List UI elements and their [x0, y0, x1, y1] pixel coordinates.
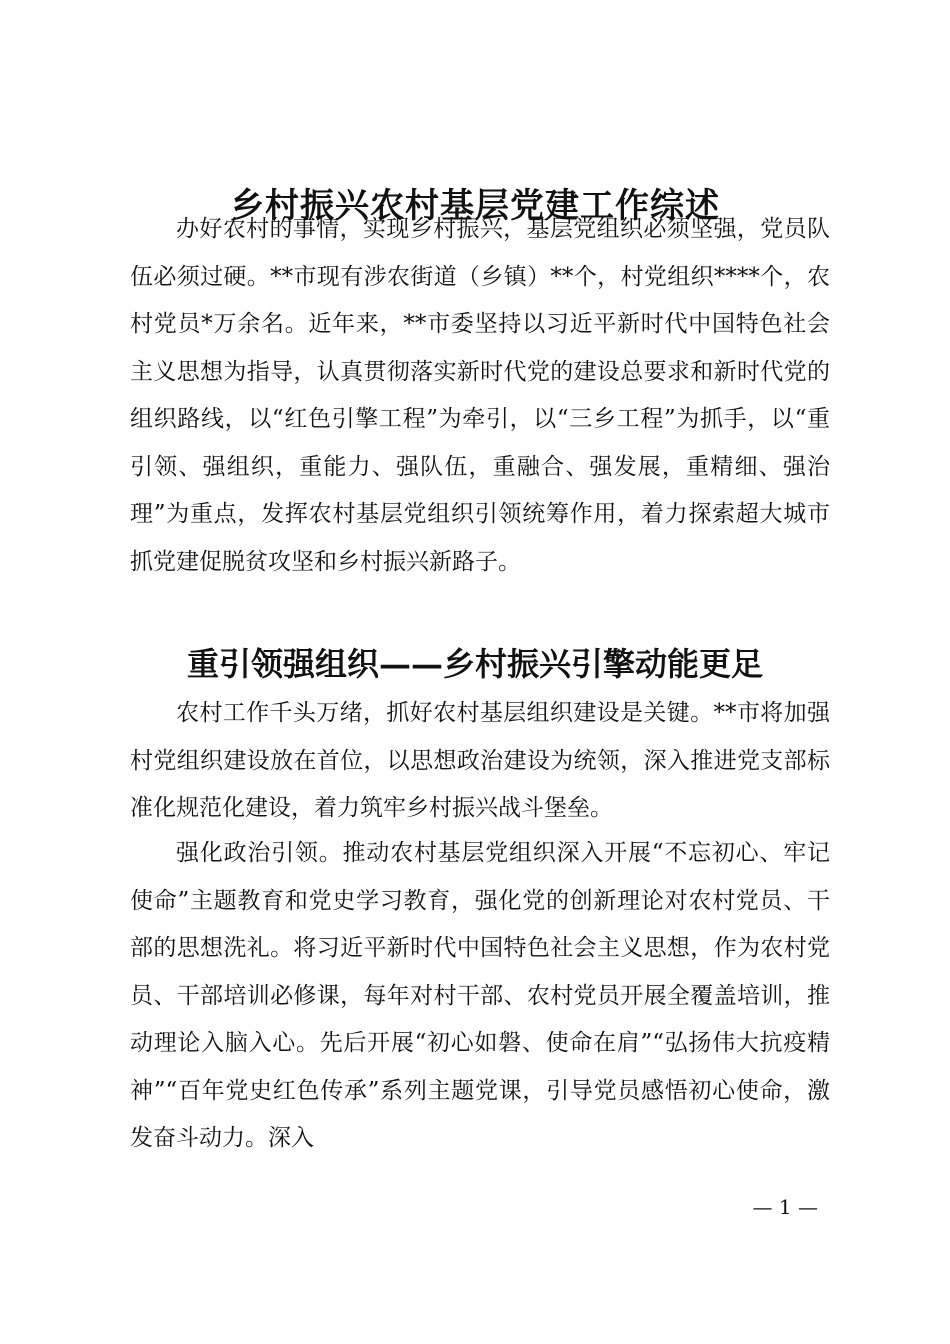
intro-paragraph: 办好农村的事情，实现乡村振兴，基层党组织必须坚强，党员队伍必须过硬。**市现有涉农街道（乡镇）**个，村党组织****个，农村党员*万余名。近年来，**市委坚持以习近平新时代中国特色社会主义思想为指导，认真贯彻落实新时代党的建设总要求和新时代党的组织路线，以“红色引擎工程”为牵引，以“三乡工程”为抓手，以“重引领、强组织，重能力、强队伍，重融合、强发展，重精细、强治理”为重点，发挥农村基层党组织引领统筹作用，着力探索超大城市抓党建促脱贫攻坚和乡村振兴新路子。 — [130, 216, 830, 575]
document-title: 乡村振兴农村基层党建工作综述 — [230, 186, 720, 226]
section-paragraph-1: 农村工作千头万绪，抓好农村基层组织建设是关键。**市将加强村党组织建设放在首位，以思想政治建设为统领，深入推进党支部标准化规范化建设，着力筑牢乡村振兴战斗堡垒。 — [130, 700, 830, 821]
section-paragraph-2: 强化政治引领。推动农村基层党组织深入开展“不忘初心、牢记使命”主题教育和党史学习教育，强化党的创新理论对农村党员、干部的思想洗礼。将习近平新时代中国特色社会主义思想，作为农村党员、干部培训必修课，每年对村干部、农村党员开展全覆盖培训，推动理论入脑入心。先后开展“初心如磐、使命在肩”“弘扬伟大抗疫精神”“百年党史红色传承”系列主题党课，引导党员感悟初心使命，激发奋斗动力。深入 — [130, 840, 830, 1151]
page-number: — 1 — — [752, 1195, 818, 1219]
section-heading: 重引领强组织——乡村振兴引擎动能更足 — [186, 645, 763, 683]
